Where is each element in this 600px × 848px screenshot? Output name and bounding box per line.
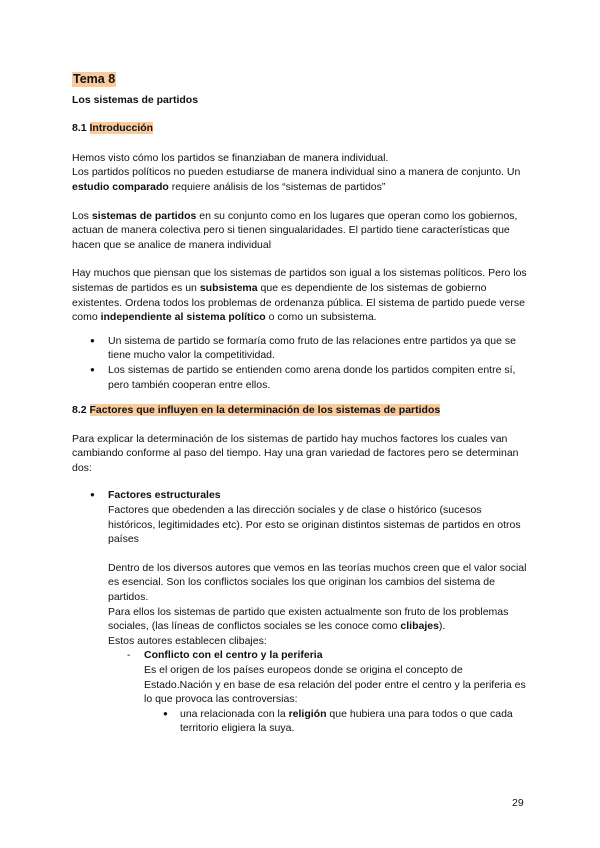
section-title: Factores que influyen en la determinación de los sistemas de partidos xyxy=(89,404,441,417)
bold-text: subsistema xyxy=(199,281,258,294)
paragraph: Estos autores establecen clibajes: xyxy=(108,634,267,647)
list-item: ● Los sistemas de partido se entienden como arena donde los partidos compiten entre sí, pero también cooperan entre ellos. xyxy=(72,363,528,392)
section-number: 8.2 xyxy=(72,404,90,417)
paragraph xyxy=(72,266,528,324)
dash-item xyxy=(72,648,528,663)
text: Los partidos políticos no pueden estudiarse de manera individual sino a manera de conjunto. Un xyxy=(72,166,521,179)
conflict-title: Conflicto con el centro y la periferia xyxy=(144,649,323,662)
paragraph: Es el origen de los países europeos donde se origina el concepto de Estado.Nación y en base de esa relación del poder entre el centro y la periferia es lo que provoca las controversias: xyxy=(144,664,526,706)
section-8-2-heading xyxy=(72,403,528,418)
document-page xyxy=(72,72,528,736)
paragraph xyxy=(72,151,528,195)
text: que hubiera una para todos o que cada territorio eligiera la suya. xyxy=(180,707,513,735)
paragraph: Dentro de los diversos autores que vemos en las teorías muchos creen que el valor social es esencial. Son los conflictos sociales los que originan los cambios del sistema de partidos. xyxy=(108,561,527,604)
text: una relacionada con la xyxy=(180,707,289,720)
dash-marker: - xyxy=(127,649,131,662)
paragraph xyxy=(72,605,528,634)
bold-text: religión xyxy=(288,707,327,720)
section-title: Introducción xyxy=(89,122,154,135)
paragraph xyxy=(72,209,528,253)
list-item xyxy=(72,707,528,736)
section-number: 8.1 xyxy=(72,122,90,135)
text: Hemos visto cómo los partidos se finanziaban de manera individual. xyxy=(72,151,389,164)
text: Hay muchos que piensan que los sistemas de partidos son igual a los sistemas políticos. Pero los sistemas de partidos es un xyxy=(72,267,527,294)
paragraph: Para explicar la determinación de los sistemas de partido hay muchos factores los cuales van cambiando conforme al paso del tiempo. Hay una gran variedad de factores pero se determinan dos: xyxy=(72,432,519,474)
chapter-title: Tema 8 xyxy=(73,72,116,86)
page-number: 29 xyxy=(512,797,524,809)
text: Para ellos los sistemas de partido que existen actualmente son fruto de los problemas sociales, (las líneas de conflictos sociales se les conoce como xyxy=(108,605,509,633)
text: en su conjunto como en los lugares que operan como los gobiernos, actuan de manera colectiva pero si tienen singualaridades. El partido tiene características que hacen que se analice de manera individual xyxy=(72,209,518,251)
text: Los xyxy=(72,209,92,222)
list-item: ● Un sistema de partido se formaría como fruto de las relaciones entre partidos ya que se tiene mucho valor la competitividad. xyxy=(72,334,528,363)
bold-text: sistemas de partidos xyxy=(91,209,197,222)
chapter-subtitle: Los sistemas de partidos xyxy=(72,93,199,106)
bold-text: clibajes xyxy=(400,620,439,633)
text: o como un subsistema. xyxy=(265,311,377,324)
bold-text: estudio comparado xyxy=(72,180,169,193)
bold-text: independiente al sistema político xyxy=(100,311,266,324)
section-8-1-heading xyxy=(72,121,528,136)
text: ). xyxy=(438,620,446,633)
factor-title: Factores estructurales xyxy=(108,489,221,502)
bullet-list xyxy=(72,334,528,392)
chapter-heading xyxy=(72,72,528,88)
list-item xyxy=(72,488,528,503)
text: requiere análisis de los “sistemas de partidos” xyxy=(168,180,386,193)
paragraph: Factores que obedenden a las dirección sociales y de clase o histórico (sucesos históricos, legitimidades etc). Por esto se originan distintos sistemas de partidos en otros países xyxy=(108,504,521,546)
text: que es dependiente de los sistemas de gobierno existentes. Ordena todos los problemas de ordenanza pública. El sistema de partido puede verse como xyxy=(72,281,525,324)
